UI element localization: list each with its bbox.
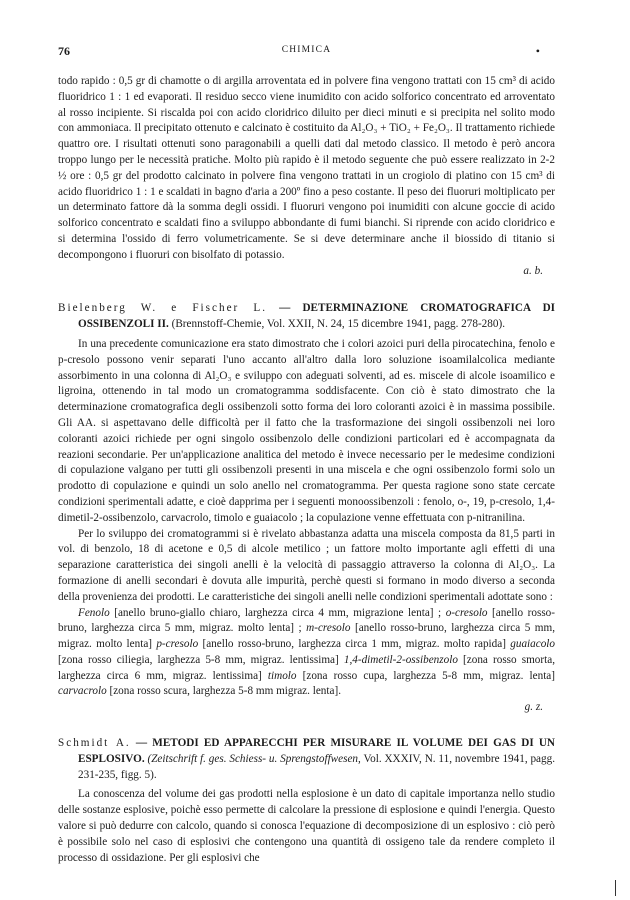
abstract-journal: (Zeitschrift f. ges. Schiess- u. Sprengstoffwesen, <box>147 752 361 765</box>
signature-gz: g. z. <box>524 701 543 714</box>
compound-name: o-cresolo <box>445 606 488 619</box>
abstract-schmidt <box>58 736 555 866</box>
abstract-paragraph-2: Per lo sviluppo dei cromatogrammi si è rivelato abbastanza adatta una miscela composta da 81,5 parti in vol. di benzolo, 18 di acetone e 0,5 di alcole metilico ; un fattore molto importante agli effetti di una separazione caratteristica dei singoli anelli è la velocità di passaggio attraverso la colonna di Al₂O₃. La formazione di anelli secondari è dovuta alle impurità, perchè questi si formano in modo diverso a seconda della provenienza dei prodotti. Le caratteristiche dei singoli anelli nelle condizioni sperimentali adottate sono : <box>58 527 555 603</box>
abstract-authors: Bielenberg W. e Fischer L. <box>58 302 268 315</box>
abstract-paragraph-1: In una precedente comunicazione era stato dimostrato che i colori azoici puri della pirocatechina, fenolo e p-cresolo possono venir separati l'uno accanto all'altro dalla loro soluzione isoamilalcolica mediante assorbimento in una colonna di Al₂O₃ e sviluppo con adeguati solventi, ad es. miscele di alcole isoamilico e ligroina, ottenendo in tal modo un cromatogramma soddisfacente. Con ciò è stato dimostrato che la determinazione cromatografica degli ossibenzoli sotto forma dei loro coloranti azoici è in massima possibile. Gli AA. si aspettavano delle difficoltà per il fatto che la trasformazione dei singoli ossibenzoli nei loro coloranti azoici richiede per ogni singolo ossibenzolo delle condizioni particolari ed è accompagnata da reazioni secondarie. Per un'applicazione analitica del metodo è invece necessario per le medesime condizioni di copulazione valgano per tutti gli ossibenzoli presenti in una miscela e che ogni ossibenzolo formi solo un prodotto di copulazione e quindi un solo anello nel cromatogramma. Per questa ragione sono state cercate condizioni sperimentali adatte, e cioè dapprima per i seguenti monoossibenzoli : fenolo, o-, 19, p-cresolo, 1,4-dimetil-2-ossibenzolo, carvacrolo, timolo e guaiacolo ; la copulazione venne effettuata con p-nitranilina. <box>58 337 555 524</box>
compound-name: timolo <box>267 669 297 682</box>
ring-description: [zona rosso cupa, larghezza 5-8 mm, migraz. lenta] <box>296 669 556 682</box>
abstract-citation: (Brennstoff-Chemie, Vol. XXII, N. 24, 15 dicembre 1941, pagg. 278-280). <box>171 318 505 331</box>
header-mark: • <box>535 44 540 58</box>
abstract-title: — DETERMINAZIONE CROMATOGRAFICA DI OSSIBENZOLI II. <box>78 302 556 331</box>
abstract-citation: Vol. XXXIV, N. 11, novembre 1941, pagg. 231-235, figg. 5). <box>78 752 556 781</box>
abstract-heading <box>58 301 555 333</box>
signature-ab: a. b. <box>523 264 543 277</box>
ring-description: [anello rosso-bruno, larghezza circa 5 mm, migraz. molto lenta] ; <box>58 606 555 635</box>
page-number: 76 <box>58 44 70 58</box>
abstract-bielenberg <box>58 301 555 716</box>
compound-name: p-cresolo <box>156 638 199 651</box>
running-title: CHIMICA <box>281 45 332 55</box>
ring-description: [zona rosso smorta, larghezza circa 6 mm, migraz. lentissima] <box>58 653 555 682</box>
page-body <box>58 74 555 866</box>
continued-paragraph: todo rapido : 0,5 gr di chamotte o di argilla arroventata ed in polvere fina vengono trattati con 15 cm³ di acido fluoridrico 1 : 1 ed evaporati. Il residuo secco viene inumidito con acido solforico concentrato ed arroventato al rosso incipiente. Si riscalda poi con acido cloridrico diluito per dieci minuti e si precipita nel solito modo con ammoniaca. Il precipitato ottenuto e calcinato è costituito da Al₂O₃ + TiO₂ + Fe₂O₃. Il trattamento richiede quattro ore. I risultati ottenuti sono paragonabili a quelli dati dal metodo classico. Il metodo è però ancora troppo lungo per le necessità pratiche. Molto più rapido è il metodo seguente che può essere realizzato in 2-2 ½ ore : 0,5 gr del prodotto calcinato in polvere fina vengono trattati in un crogiolo di platino con 15 cm³ di acido fluoridrico 1 : 1 e scaldati in bagno d'aria a 200º fino a peso costante. Il peso dei fluoruri moltiplicato per un determinato fattore dà la somma degli ossidi. I fluoruri vengono poi inumiditi con alcune goccie di acido solforico concentrato e scaldati fino a sviluppo abbondante di fumi bianchi. Si riprende con acido cloridrico e si determina l'ossido di ferro volumetricamente. Se si deve determinare anche il biossido di titanio si decompongono i fluoruri con bisolfato di potassio. <box>58 75 555 261</box>
compound-name: Fenolo <box>78 606 110 619</box>
ring-description: [anello rosso-bruno, larghezza circa 1 mm, migraz. molto rapida] <box>198 638 511 651</box>
abstract-heading <box>58 736 555 783</box>
page-header <box>58 44 555 60</box>
abstract-title: — METODI ED APPARECCHI PER MISURARE IL VOLUME DEI GAS DI UN ESPLOSIVO. <box>78 737 556 765</box>
compound-name: m-cresolo <box>306 622 351 635</box>
margin-mark <box>615 880 616 896</box>
ring-description: [zona rosso scura, larghezza 5-8 mm migraz. lenta]. <box>106 685 341 698</box>
ring-description: [anello bruno-giallo chiaro, larghezza circa 4 mm, migrazione lenta] ; <box>109 606 446 619</box>
compound-name: carvacrolo <box>58 685 107 698</box>
ring-description: [zona rosso ciliegia, larghezza 5-8 mm, migraz. lentissima] <box>58 653 344 666</box>
abstract-paragraph: La conoscenza del volume dei gas prodotti nella esplosione è un dato di capitale importanza nello studio delle sostanze esplosive, poichè esso permette di calcolare la pressione di esplosione e quindi l'energia. Questo valore si può dedurre con calcolo, quando si conosca l'equazione di decomposizione di un esplosivo : ciò però è possibile solo nel caso di esplosivi che contengono una quantità di ossigeno tale da rendere completo il processo di ossidazione. Per gli esplosivi che <box>58 788 555 864</box>
ring-description: [anello rosso-bruno, larghezza circa 5 mm, migraz. molto lenta] <box>58 622 555 651</box>
abstract-authors: Schmidt A. <box>58 737 131 750</box>
compound-name: 1,4-dimetil-2-ossibenzolo <box>343 653 458 666</box>
compound-name: guaiacolo <box>510 638 555 651</box>
ring-characteristics-list <box>58 606 555 701</box>
